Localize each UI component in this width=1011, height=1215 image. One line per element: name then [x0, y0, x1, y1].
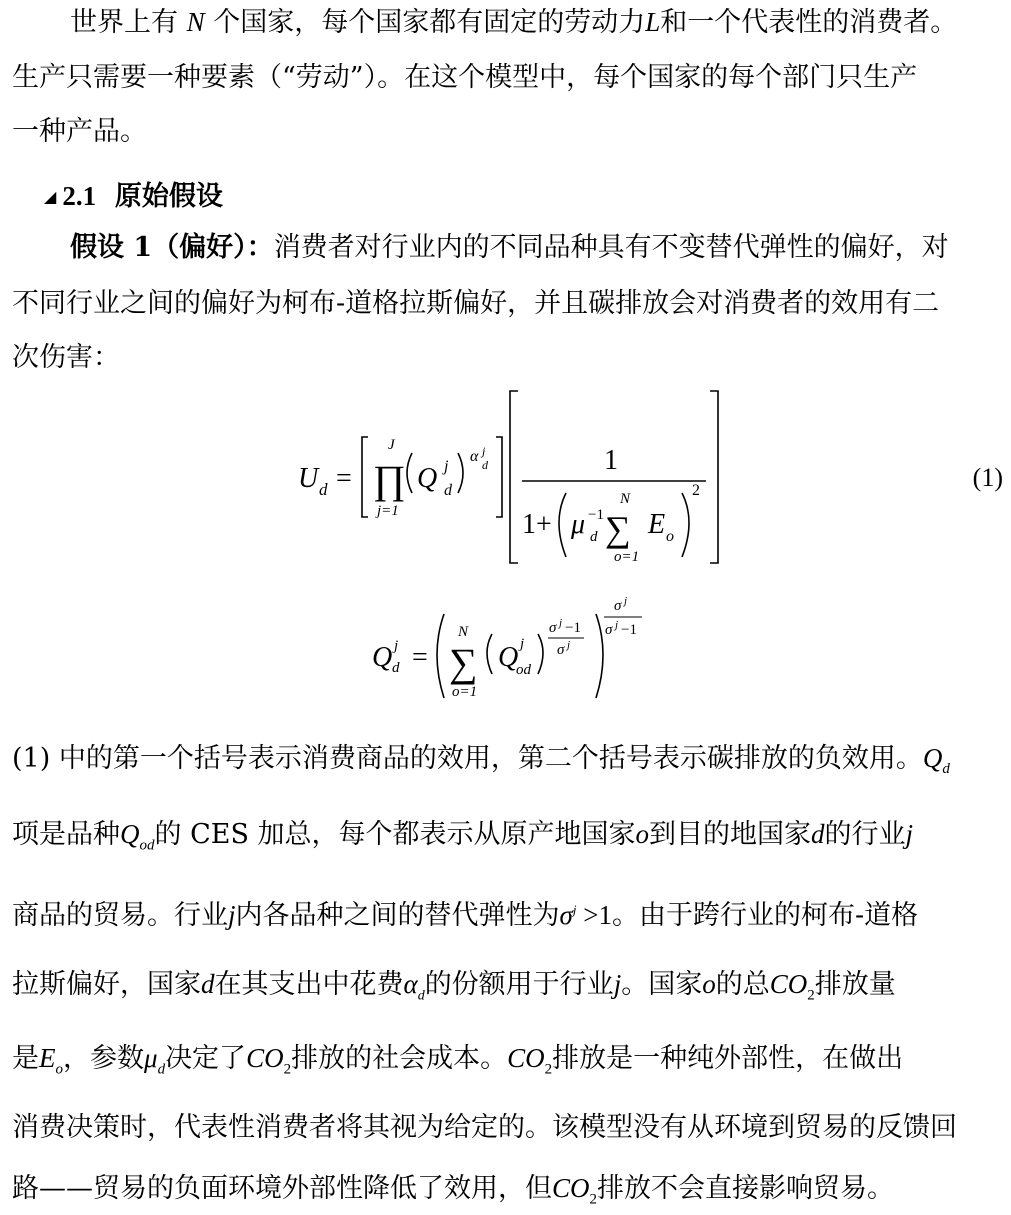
svg-text:d: d [319, 480, 328, 499]
svg-text:2: 2 [692, 482, 700, 499]
svg-text:j: j [444, 458, 449, 475]
para3-line2: 项是品种$Q_{od}$的 CES 加总，每个都表示从原产地国家o到目的地国家d的行业j [12, 819, 914, 854]
svg-text:d: d [444, 482, 452, 499]
svg-text:j: j [482, 444, 486, 458]
para3-line4: 拉斯偏好，国家d在其支出中花费$\alpha_d$的份额用于行业j。国家o的总$CO_2$排放量 [12, 969, 896, 1004]
svg-text:j=1: j=1 [377, 503, 399, 519]
para1-line3: 一种产品。 [12, 116, 147, 147]
svg-text:j: j [624, 595, 628, 607]
svg-text:Q: Q [417, 463, 438, 494]
svg-text:α: α [470, 448, 479, 465]
svg-text:j: j [567, 639, 571, 651]
svg-text:od: od [516, 662, 531, 678]
para3-line7: 路——贸易的负面环境外部性降低了效用，但$CO_2$排放不会直接影响贸易。 [12, 1173, 895, 1208]
svg-text:j: j [520, 636, 525, 652]
svg-text:∑: ∑ [449, 640, 478, 685]
svg-text:o=1: o=1 [452, 684, 478, 700]
svg-text:d: d [392, 660, 400, 676]
svg-text:−1: −1 [588, 507, 604, 523]
svg-text:1+: 1+ [522, 509, 552, 540]
svg-text:Q: Q [498, 642, 519, 673]
equation-1 [0, 385, 1011, 575]
svg-text:E: E [648, 509, 666, 540]
para3-line1: (1) 中的第一个括号表示消费商品的效用，第二个括号表示碳排放的负效用。$Q_d$ [12, 743, 950, 778]
para2-line2: 不同行业之间的偏好为柯布-道格拉斯偏好，并且碳排放会对消费者的效用有二 [12, 288, 940, 319]
svg-text:−1: −1 [621, 622, 637, 638]
para3-line6: 消费决策时，代表性消费者将其视为给定的。该模型没有从环境到贸易的反馈回 [12, 1112, 957, 1143]
equation-number: (1) [972, 463, 1003, 492]
para3-line3: 商品的贸易。行业j内各品种之间的替代弹性为$\sigma^j >1$。由于跨行业的柯布-道格 [12, 900, 919, 931]
svg-text:Q: Q [372, 642, 393, 673]
svg-text:∑: ∑ [605, 509, 631, 549]
svg-text:j: j [559, 617, 563, 629]
svg-text:−1: −1 [565, 620, 581, 636]
para1-line2: 生产只需要一种要素（“劳动”）。在这个模型中，每个国家的每个部门只生产 [12, 62, 918, 93]
svg-text:J: J [388, 437, 395, 453]
svg-text:=: = [336, 463, 352, 494]
svg-text:o=1: o=1 [614, 549, 640, 565]
assumption-label: 假设 1（偏好）： [70, 232, 274, 263]
svg-text:=: = [412, 642, 428, 673]
para1-line1: 世界上有 N 个国家，每个国家都有固定的劳动力L和一个代表性的消费者。 [70, 7, 958, 38]
svg-text:1: 1 [604, 445, 618, 476]
svg-text:j: j [394, 638, 399, 654]
equation-2 [0, 590, 1011, 710]
svg-text:σ: σ [549, 620, 557, 636]
svg-text:σ: σ [557, 642, 565, 658]
svg-text:d: d [590, 529, 598, 545]
para3-line5: 是$E_o$，参数$\mu_d$决定了$CO_2$排放的社会成本。$CO_2$排放是一种纯外部性，在做出 [12, 1043, 904, 1078]
svg-text:U: U [298, 463, 319, 494]
svg-text:o: o [666, 528, 674, 545]
svg-text:∏: ∏ [373, 457, 406, 502]
para2-line3: 次伤害： [12, 342, 120, 373]
svg-text:d: d [482, 458, 488, 472]
svg-text:σ: σ [614, 598, 622, 614]
section-heading: ◢ 2.1 原始假设 [44, 181, 223, 212]
svg-text:N: N [620, 491, 631, 507]
svg-text:μ: μ [571, 509, 586, 540]
svg-text:j: j [615, 619, 619, 631]
svg-text:N: N [458, 624, 469, 640]
para2-line1: 假设 1（偏好）：消费者对行业内的不同品种具有不变替代弹性的偏好，对 [70, 232, 949, 263]
svg-text:σ: σ [605, 622, 613, 638]
collapse-triangle-icon[interactable]: ◢ [44, 187, 57, 206]
